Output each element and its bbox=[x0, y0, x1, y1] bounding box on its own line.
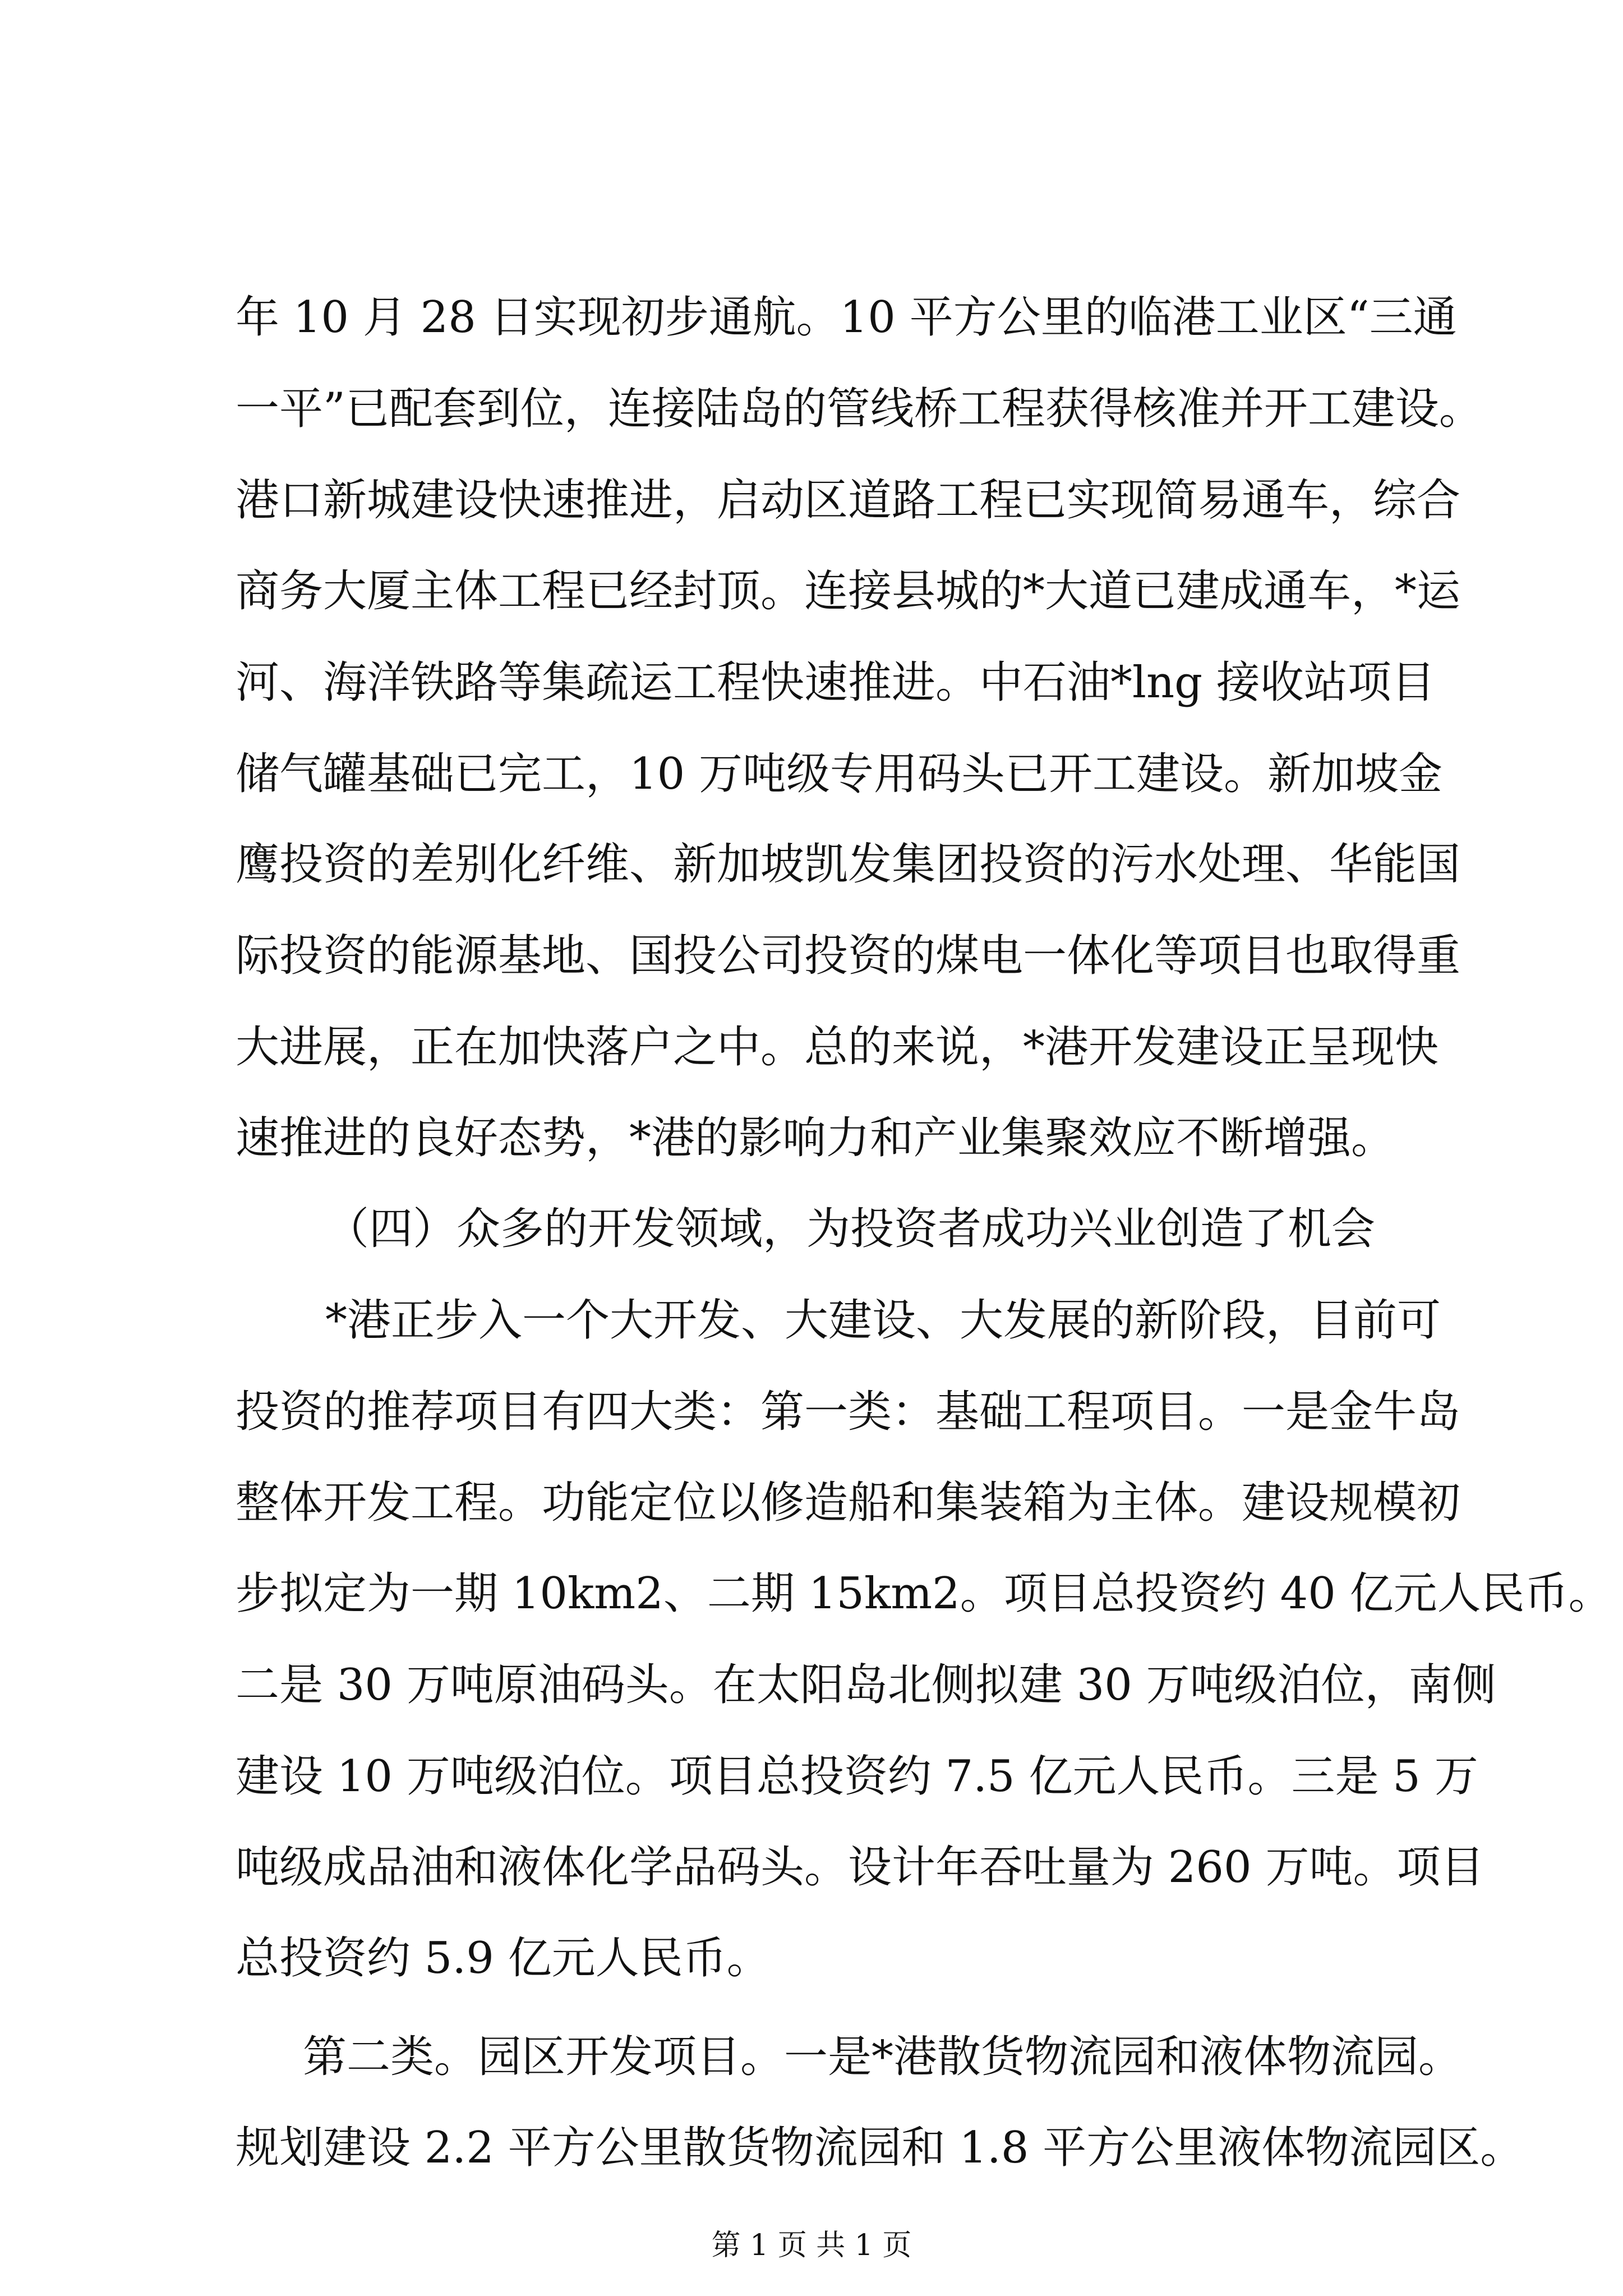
body-line-8: 际投资的能源基地、国投公司投资的煤电一体化等项目也取得重 bbox=[236, 931, 1461, 981]
body-line-6: 储气罐基础已完工，10 万吨级专用码头已开工建设。新加坡金 bbox=[236, 749, 1443, 799]
body-line-2: 一平”已配套到位，连接陆岛的管线桥工程获得核准并开工建设。 bbox=[236, 384, 1483, 434]
body-line-20: 第二类。园区开发项目。一是*港散货物流园和液体物流园。 bbox=[303, 2032, 1463, 2082]
section-heading: （四）众多的开发领域，为投资者成功兴业创造了机会 bbox=[325, 1204, 1376, 1254]
body-line-14: 整体开发工程。功能定位以修造船和集装箱为主体。建设规模初 bbox=[236, 1478, 1461, 1528]
body-line-19: 总投资约 5.9 亿元人民币。 bbox=[236, 1933, 771, 1984]
body-line-7: 鹰投资的差别化纤维、新加坡凯发集团投资的污水处理、华能国 bbox=[236, 839, 1461, 890]
body-line-9: 大进展，正在加快落户之中。总的来说，*港开发建设正呈现快 bbox=[236, 1022, 1439, 1073]
body-line-1: 年 10 月 28 日实现初步通航。10 平方公里的临港工业区“三通 bbox=[236, 292, 1457, 343]
body-line-21: 规划建设 2.2 平方公里散货物流园和 1.8 平方公里液体物流园区。 bbox=[236, 2123, 1524, 2173]
body-line-12: *港正步入一个大开发、大建设、大发展的新阶段，目前可 bbox=[325, 1295, 1441, 1346]
body-line-18: 吨级成品油和液体化学品码头。设计年吞吐量为 260 万吨。项目 bbox=[236, 1842, 1484, 1893]
body-line-4: 商务大厦主体工程已经封顶。连接县城的*大道已建成通车，*运 bbox=[236, 566, 1461, 616]
body-line-3: 港口新城建设快速推进，启动区道路工程已实现简易通车，综合 bbox=[236, 475, 1461, 526]
body-line-15: 步拟定为一期 10km2、二期 15km2。项目总投资约 40 亿元人民币。 bbox=[236, 1568, 1612, 1619]
body-line-13: 投资的推荐项目有四大类：第一类：基础工程项目。一是金牛岛 bbox=[236, 1387, 1461, 1437]
body-line-5: 河、海洋铁路等集疏运工程快速推进。中石油*lng 接收站项目 bbox=[236, 657, 1435, 708]
body-line-17: 建设 10 万吨级泊位。项目总投资约 7.5 亿元人民币。三是 5 万 bbox=[236, 1751, 1478, 1802]
body-line-10: 速推进的良好态势，*港的影响力和产业集聚效应不断增强。 bbox=[236, 1113, 1395, 1163]
body-line-16: 二是 30 万吨原油码头。在太阳岛北侧拟建 30 万吨级泊位，南侧 bbox=[236, 1660, 1496, 1710]
page-footer: 第 1 页 共 1 页 bbox=[711, 2229, 912, 2262]
